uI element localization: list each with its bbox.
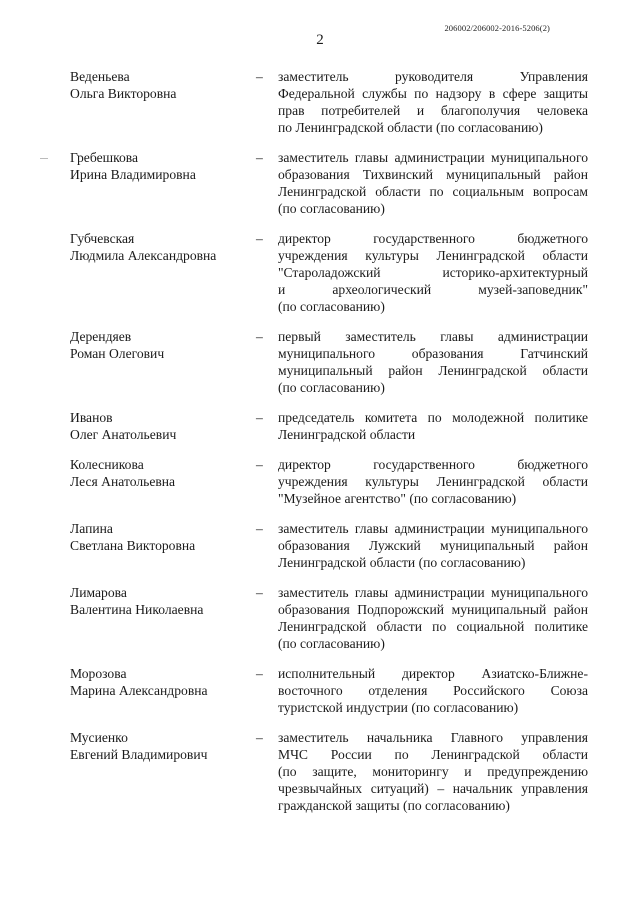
position-line: заместитель главы администрации муниципального [278,585,588,600]
position-line: прав потребителей и благополучия человека [278,103,588,118]
member-surname: Гребешкова [70,150,139,165]
entry-dash: – [256,521,263,536]
member-entry [70,230,590,315]
position-line: "Музейное агентство" (по согласованию) [278,491,517,506]
member-name [70,230,256,264]
position-line: "Староладожский историко-архитектурный [278,265,588,280]
member-list [70,68,590,814]
position-line: Федеральной службы по надзору в сфере защиты [278,86,588,101]
position-line: чрезвычайных ситуаций) – начальник управления [278,781,588,796]
position-line: председатель комитета по молодежной политике [278,410,588,425]
member-given-names: Марина Александровна [70,683,208,698]
member-surname: Лапина [70,521,113,536]
page-number: 2 [316,32,324,48]
member-name [70,328,256,362]
entry-dash: – [256,69,263,84]
member-position [278,409,588,443]
position-line: учреждения культуры Ленинградской области [278,474,588,489]
member-name [70,68,256,102]
member-given-names: Ирина Владимировна [70,167,196,182]
member-surname: Мусиенко [70,730,128,745]
position-line: и археологический музей-заповедник" [278,282,588,297]
member-given-names: Роман Олегович [70,346,165,361]
member-name [70,456,256,490]
member-entry [70,456,590,507]
member-given-names: Валентина Николаевна [70,602,204,617]
member-given-names: Олег Анатольевич [70,427,177,442]
position-line: Ленинградской области [278,427,416,442]
member-position [278,520,588,571]
position-line: муниципального образования Гатчинский [278,346,588,361]
position-line: восточного отделения Российского Союза [278,683,588,698]
member-name [70,729,256,763]
member-name [70,584,256,618]
member-surname: Губчевская [70,231,135,246]
member-surname: Иванов [70,410,113,425]
member-given-names: Людмила Александровна [70,248,217,263]
entry-dash: – [256,410,263,425]
position-line: (по согласованию) [278,380,385,395]
position-line: (по согласованию) [278,201,385,216]
position-line: по Ленинградской области (по согласованию) [278,120,543,135]
member-position [278,665,588,716]
position-line: образования Тихвинский муниципальный район [278,167,588,182]
member-position [278,584,588,652]
entry-dash: – [256,457,263,472]
entry-dash: – [256,666,263,681]
member-entry [70,68,590,136]
member-name [70,149,256,183]
position-line: исполнительный директор Азиатско-Ближне- [278,666,588,681]
member-name [70,409,256,443]
position-line: первый заместитель главы администрации [278,329,588,344]
position-line: директор государственного бюджетного [278,231,588,246]
entry-dash: – [256,231,263,246]
member-surname: Морозова [70,666,127,681]
position-line: МЧС России по Ленинградской области [278,747,588,762]
member-position [278,230,588,315]
position-line: образования Лужский муниципальный район [278,538,588,553]
member-entry [70,409,590,443]
position-line: муниципальный район Ленинградской области [278,363,588,378]
position-line: гражданской защиты (по согласованию) [278,798,510,813]
position-line: Ленинградской области по социальной политике [278,619,588,634]
position-line: учреждения культуры Ленинградской области [278,248,588,263]
position-line: (по согласованию) [278,299,385,314]
position-line: директор государственного бюджетного [278,457,588,472]
member-entry [70,584,590,652]
position-line: заместитель главы администрации муниципального [278,521,588,536]
position-line: заместитель руководителя Управления [278,69,588,84]
member-given-names: Ольга Викторовна [70,86,177,101]
member-surname: Дерендяев [70,329,132,344]
member-surname: Лимарова [70,585,127,600]
member-entry [70,328,590,396]
position-line: Ленинградской области (по согласованию) [278,555,526,570]
member-entry [70,520,590,571]
document-id: 206002/206002-2016-5206(2) [444,23,550,33]
member-entry [70,729,590,814]
entry-dash: – [256,329,263,344]
member-name [70,520,256,554]
member-entry [70,665,590,716]
position-line: (по согласованию) [278,636,385,651]
entry-dash: – [256,730,263,745]
member-position [278,729,588,814]
entry-dash: – [256,150,263,165]
member-given-names: Евгений Владимирович [70,747,208,762]
position-line: (по защите, мониторингу и предупреждению [278,764,588,779]
position-line: образования Подпорожский муниципальный район [278,602,588,617]
position-line: Ленинградской области по социальным вопросам [278,184,588,199]
member-position [278,68,588,136]
member-name [70,665,256,699]
member-position [278,149,588,217]
member-surname: Веденьева [70,69,130,84]
member-entry [70,149,590,217]
member-position [278,456,588,507]
member-given-names: Леся Анатольевна [70,474,176,489]
position-line: заместитель начальника Главного управления [278,730,588,745]
position-line: заместитель главы администрации муниципального [278,150,588,165]
member-given-names: Светлана Викторовна [70,538,196,553]
entry-dash: – [256,585,263,600]
member-position [278,328,588,396]
margin-mark [40,158,48,159]
position-line: туристской индустрии (по согласованию) [278,700,519,715]
member-surname: Колесникова [70,457,144,472]
